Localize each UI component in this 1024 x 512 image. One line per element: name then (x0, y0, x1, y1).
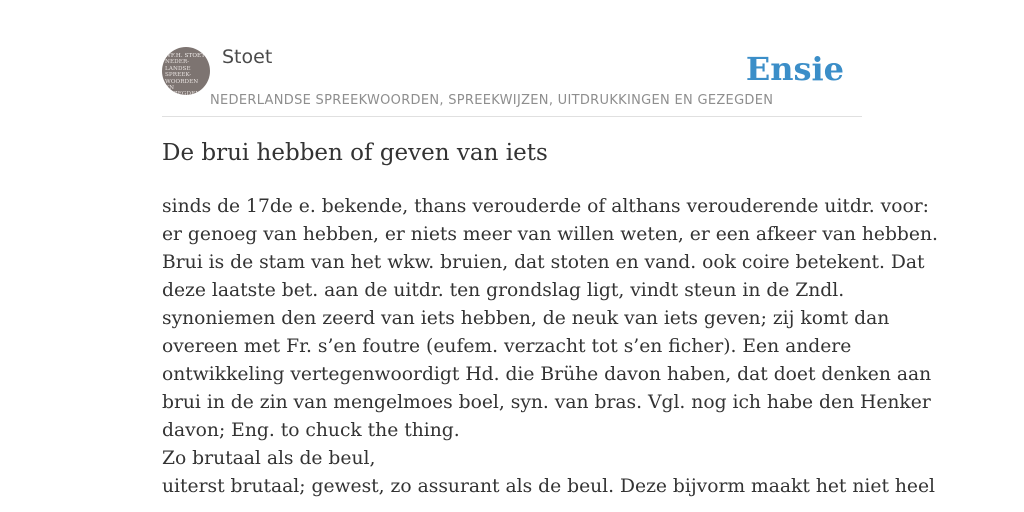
author-name[interactable]: Stoet (222, 46, 273, 68)
article-body (162, 193, 938, 501)
body-line: Brui is de stam van het wkw. bruien, dat stoten en vand. ook coire betekent. Dat (162, 252, 925, 273)
body-line: uiterst brutaal; gewest, zo assurant als de beul. Deze bijvorm maakt het niet heel (162, 476, 936, 497)
body-line: synoniemen den zeerd van iets hebben, de neuk van iets geven; zij komt dan (162, 308, 890, 329)
avatar-line: GEZEGDEN (165, 91, 201, 95)
page-title: De brui hebben of geven van iets (162, 140, 548, 166)
ensie-logo[interactable]: Ensie (745, 50, 844, 88)
body-line: davon; Eng. to chuck the thing. (162, 420, 460, 441)
avatar-line: SPREEK- (165, 72, 192, 79)
body-line: overeen met Fr. s’en foutre (eufem. verzacht tot s’en ficher). Een andere (162, 336, 852, 357)
body-line: ontwikkeling vertegenwoordigt Hd. die Brühe davon haben, dat doet denken aan (162, 364, 932, 385)
header (162, 44, 862, 117)
avatar-line: WF.H. STOET (165, 53, 206, 59)
avatar-line: LANDSE (165, 65, 191, 72)
avatar-line: WOORDEN EN (165, 78, 199, 92)
body-line: brui in de zin van mengelmoes boel, syn. van bras. Vgl. nog ich habe den Henker (162, 392, 931, 413)
avatar-line: NEDER- (165, 59, 190, 66)
avatar-book-cover (165, 53, 209, 95)
author-avatar[interactable] (162, 47, 210, 95)
body-line: deze laatste bet. aan de uitdr. ten grondslag ligt, vindt steun in de Zndl. (162, 280, 845, 301)
source-subtitle: NEDERLANDSE SPREEKWOORDEN, SPREEKWIJZEN, UITDRUKKINGEN EN GEZEGDEN (210, 93, 774, 108)
body-line: er genoeg van hebben, er niets meer van willen weten, er een afkeer van hebben. (162, 224, 938, 245)
body-line: Zo brutaal als de beul, (162, 448, 376, 469)
body-line: sinds de 17de e. bekende, thans verouderde of althans verouderende uitdr. voor: (162, 196, 929, 217)
